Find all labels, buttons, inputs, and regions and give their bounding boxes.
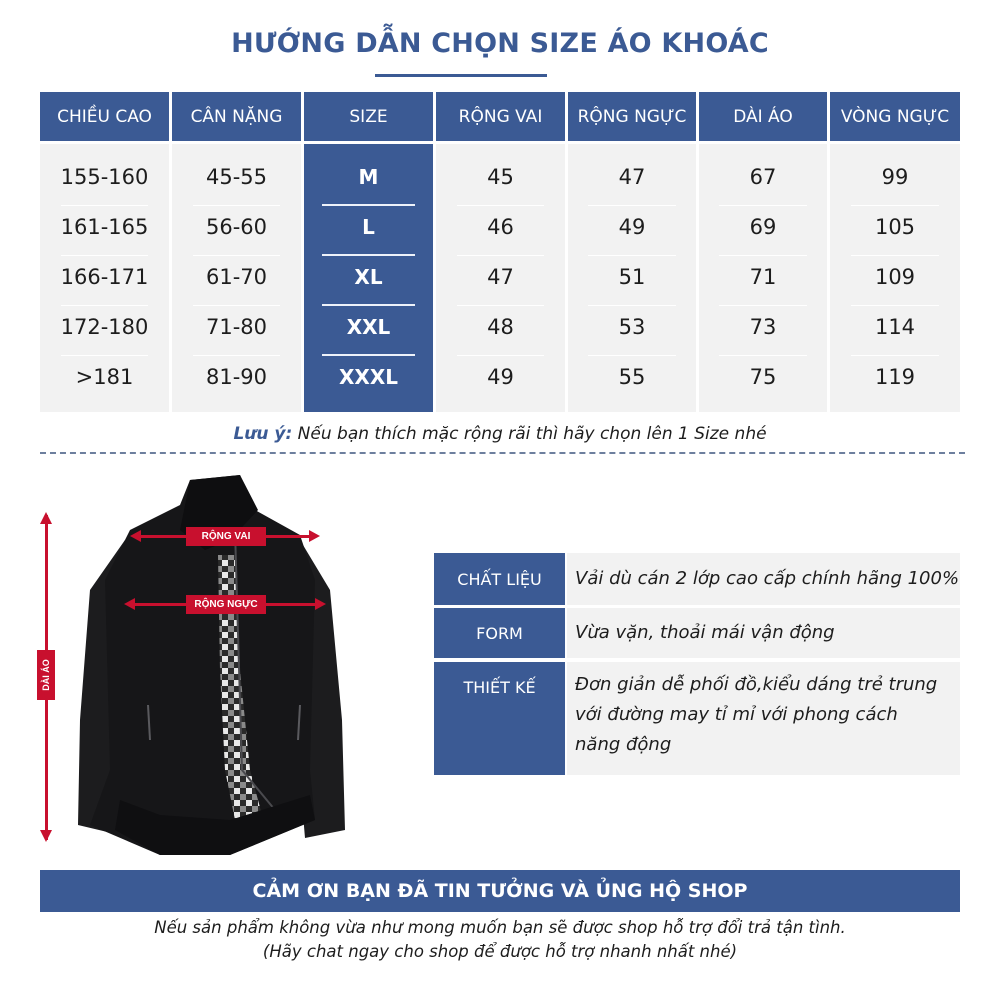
note-label: Lưu ý: [233,424,293,444]
size-label: L [362,215,375,239]
chest-measure-line [134,599,316,610]
table-cell: 61-70 [205,265,268,289]
dashed-divider [40,452,965,454]
column-height [40,92,169,412]
size-chart-table [40,92,960,412]
table-cell: 49 [487,365,514,389]
size-note [0,424,1000,444]
length-label: DÀI ÁO [37,650,55,700]
column-header: VÒNG NGỰC [830,92,960,141]
column-length [699,92,827,412]
jacket-measurement-diagram [30,470,350,860]
table-cell: 172-180 [60,315,149,339]
shoulder-label: RỘNG VAI [186,527,266,546]
column-header: SIZE [304,92,433,141]
table-cell: 56-60 [205,215,268,239]
table-cell: 67 [749,165,777,189]
table-cell: 48 [487,315,514,339]
column-header: DÀI ÁO [699,92,827,141]
column-header: CÂN NẶNG [172,92,301,141]
table-cell: 119 [874,365,916,389]
table-cell: 99 [881,165,909,189]
size-label: XXXL [338,365,398,389]
size-label: M [358,165,379,189]
info-key: THIẾT KẾ [434,662,565,775]
table-cell: 73 [749,315,777,339]
table-cell: 45 [487,165,514,189]
table-cell: 55 [618,365,646,389]
column-chest-width [568,92,696,412]
footer-line-1: Nếu sản phẩm không vừa như mong muốn bạn sẽ được shop hỗ trợ đổi trả tận tình. [154,918,846,937]
info-value: Đơn giản dễ phối đồ,kiểu dáng trẻ trung với đường may tỉ mỉ với phong cách năng động [567,662,960,775]
arrow-right-icon [309,530,320,542]
column-size [304,92,433,412]
page-title: HƯỚNG DẪN CHỌN SIZE ÁO KHOÁC [231,28,769,59]
table-cell: 155-160 [60,165,149,189]
table-cell: 75 [749,365,777,389]
table-cell: 81-90 [205,365,268,389]
column-header: CHIỀU CAO [40,92,169,141]
column-header: RỘNG VAI [436,92,565,141]
info-row-material [434,553,960,605]
info-value: Vừa vặn, thoải mái vận động [567,608,960,658]
table-cell: 105 [874,215,916,239]
column-chest-circumference [830,92,960,412]
column-shoulder [436,92,565,412]
arrow-up-icon [40,512,52,524]
info-row-form [434,608,960,658]
thanks-banner: CẢM ƠN BẠN ĐÃ TIN TƯỞNG VÀ ỦNG HỘ SHOP [40,870,960,912]
arrow-down-icon [40,830,52,842]
table-cell: 45-55 [205,165,268,189]
table-cell: 71-80 [205,315,268,339]
table-cell: >181 [75,365,134,389]
arrow-right-icon [315,598,326,610]
table-cell: 46 [487,215,514,239]
table-cell: 114 [874,315,916,339]
table-cell: 69 [749,215,777,239]
arrow-left-icon [130,530,141,542]
arrow-left-icon [124,598,135,610]
title-underline [375,74,547,77]
shoulder-measure-line [140,531,310,542]
table-cell: 49 [618,215,646,239]
size-label: XL [354,265,383,289]
chest-label: RỘNG NGỰC [186,595,266,614]
size-label: XXL [346,315,391,339]
table-cell: 53 [618,315,646,339]
info-row-design [434,662,960,775]
info-value: Vải dù cán 2 lớp cao cấp chính hãng 100% [567,553,960,605]
table-cell: 161-165 [60,215,149,239]
table-cell: 71 [749,265,777,289]
info-key: CHẤT LIỆU [434,553,565,605]
note-text: Nếu bạn thích mặc rộng rãi thì hãy chọn lên 1 Size nhé [292,424,767,444]
table-cell: 166-171 [60,265,149,289]
table-cell: 47 [487,265,514,289]
column-weight [172,92,301,412]
footer-line-2: (Hãy chat ngay cho shop để được hỗ trợ nhanh nhất nhé) [262,942,738,961]
info-key: FORM [434,608,565,658]
table-cell: 109 [874,265,916,289]
table-cell: 47 [618,165,646,189]
column-header: RỘNG NGỰC [568,92,696,141]
table-cell: 51 [618,265,646,289]
